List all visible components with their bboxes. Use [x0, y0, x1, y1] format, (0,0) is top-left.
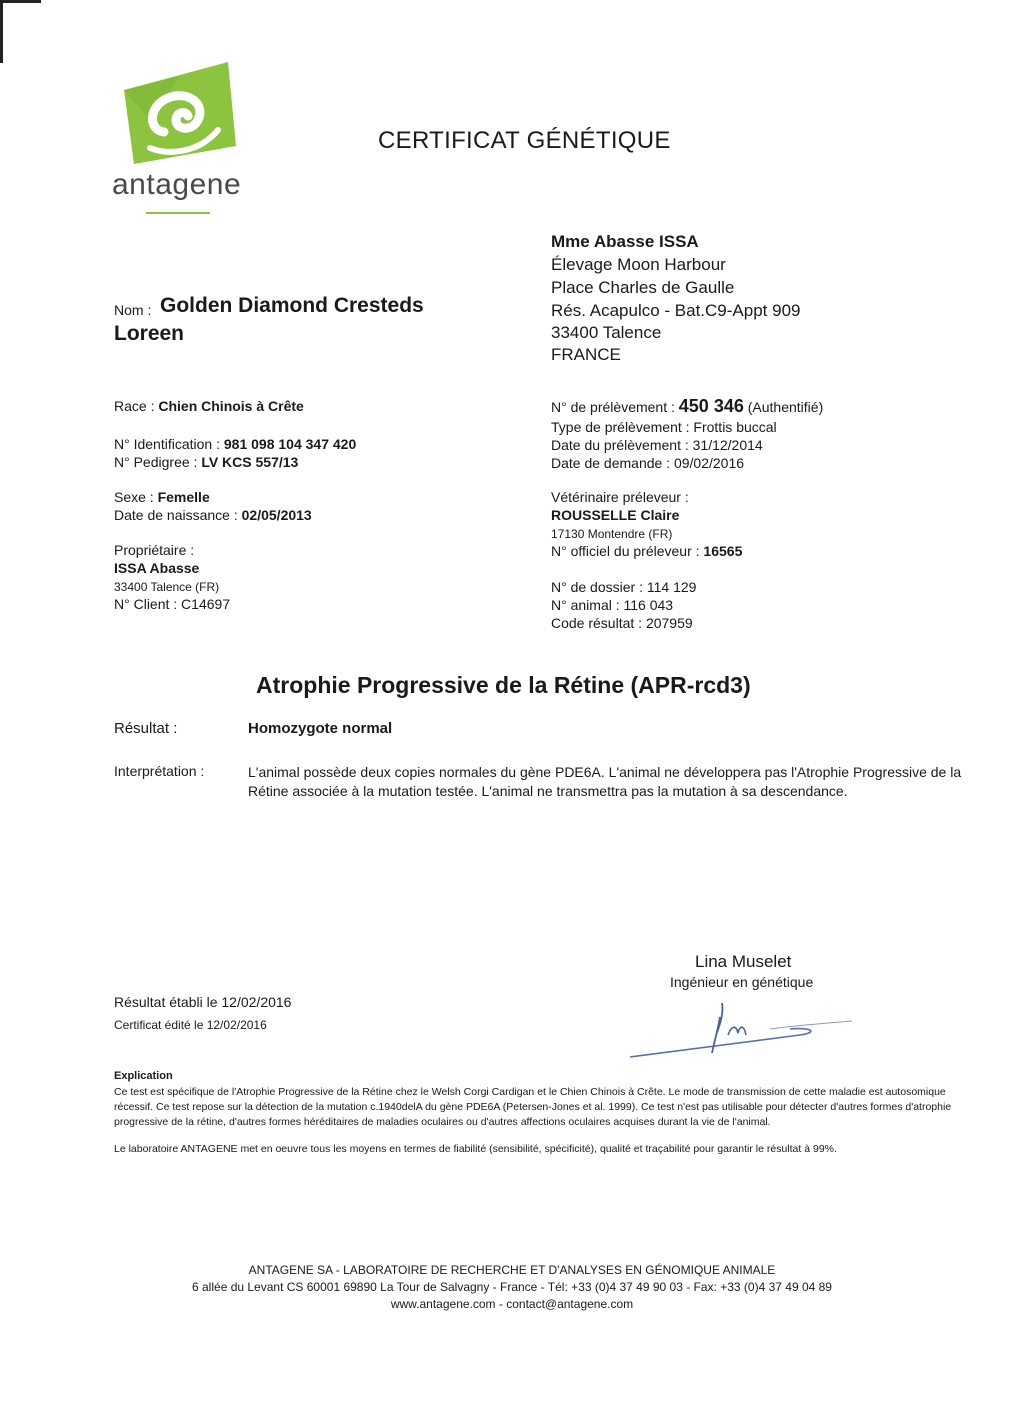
footer [112, 1262, 912, 1313]
test-title: Atrophie Progressive de la Rétine (APR-rcd3) [256, 672, 751, 698]
identification-value: 981 098 104 347 420 [223, 436, 357, 452]
dossier-number: N° de dossier : 114 129 [551, 579, 697, 595]
sample-date: Date du prélèvement : 31/12/2014 [551, 437, 763, 453]
naissance-row [114, 507, 312, 523]
certificate-edited-date: Certificat édité le 12/02/2016 [114, 1018, 267, 1032]
sample-type: Type de prélèvement : Frottis buccal [551, 419, 777, 435]
owner-label: Propriétaire : [114, 542, 195, 558]
sexe-value: Femelle [157, 489, 210, 505]
logo-wordmark: antagene [112, 168, 242, 201]
antagene-logo [112, 60, 252, 220]
animal-name-line1: Golden Diamond Cresteds [160, 294, 424, 317]
interpretation-label: Interprétation : [114, 763, 205, 779]
signatory-role: Ingénieur en génétique [670, 974, 814, 990]
vet-label: Vétérinaire préleveur : [551, 489, 689, 505]
explanation-title: Explication [114, 1070, 173, 1082]
owner-name: ISSA Abasse [114, 560, 200, 576]
owner-client: N° Client : C14697 [114, 596, 231, 612]
request-date: Date de demande : 09/02/2016 [551, 455, 745, 471]
scan-corner-mark [0, 0, 41, 63]
pedigree-label: N° Pedigree : [114, 454, 198, 470]
result-code: Code résultat : 207959 [551, 615, 693, 631]
result-value: Homozygote normal [248, 720, 393, 737]
vet-city: 17130 Montendre (FR) [551, 527, 673, 541]
naissance-label: Date de naissance : [114, 507, 238, 523]
interpretation-text: L'animal possède deux copies normales du gène PDE6A. L'animal ne développera pas l'Atrophie Progressive de la Rétine associée à la mutation testée. L'animal ne transmettra pas la mutation à sa descendance. [248, 764, 962, 799]
vet-number-label: N° officiel du préleveur : [551, 543, 700, 559]
identification-label: N° Identification : [114, 436, 220, 452]
animal-number: N° animal : 116 043 [551, 597, 674, 613]
vet-number-value: 16565 [703, 543, 743, 559]
owner-city: 33400 Talence (FR) [114, 580, 220, 594]
recipient-line1: Élevage Moon Harbour [551, 255, 726, 274]
result-established-date: Résultat établi le 12/02/2016 [114, 994, 292, 1010]
prelevement-value: 450 346 [678, 396, 744, 416]
naissance-value: 02/05/2013 [241, 507, 312, 523]
handwritten-signature [620, 995, 860, 1065]
recipient-line4: 33400 Talence [551, 323, 662, 342]
explanation-text: Ce test est spécifique de l'Atrophie Progressive de la Rétine chez le Welsh Corgi Cardigan et le Chien Chinois à Crête. Le mode de transmission de cette maladie est autosomique récessif. Ce test repose sur la détection de la mutation c.1940delA du gène PDE6A (Petersen-Jones et al. 1999). Ce test n'est pas utilisable pour détecter d'autres formes d'atrophie progressive de la rétine, d'autres formes héréditaires de maladies oculaires ou d'autres affections oculaires acquises durant la vie de l'animal. [114, 1086, 952, 1128]
sexe-row [114, 489, 210, 505]
race-label: Race : [114, 398, 155, 414]
lab-reliability-text: Le laboratoire ANTAGENE met en oeuvre tous les moyens en termes de fiabilité (sensibilité, spécificité), qualité et traçabilité pour garantir le résultat à 99%. [114, 1143, 837, 1155]
footer-website[interactable]: www.antagene.com - contact@antagene.com [390, 1297, 634, 1311]
logo-underline [146, 212, 210, 214]
recipient-name: Mme Abasse ISSA [551, 232, 699, 251]
sexe-label: Sexe : [114, 489, 154, 505]
signatory-name: Lina Muselet [695, 952, 792, 971]
recipient-line5: FRANCE [551, 345, 621, 364]
name-label: Nom : [114, 302, 152, 318]
certificate-title: CERTIFICAT GÉNÉTIQUE [378, 127, 671, 154]
identification-row [114, 436, 356, 452]
prelevement-row [551, 396, 823, 417]
animal-name-line2: Loreen [114, 322, 185, 345]
vet-name: ROUSSELLE Claire [551, 507, 680, 523]
antagene-logo-icon [120, 60, 240, 170]
prelevement-note: (Authentifié) [747, 399, 824, 415]
race-row [114, 398, 304, 414]
pedigree-row [114, 454, 298, 470]
vet-number-row [551, 543, 742, 559]
result-label: Résultat : [114, 720, 178, 737]
recipient-line3: Rés. Acapulco - Bat.C9-Appt 909 [551, 301, 801, 320]
race-value: Chien Chinois à Crête [158, 398, 304, 414]
footer-address: 6 allée du Levant CS 60001 69890 La Tour de Salvagny - France - Tél: +33 (0)4 37 49 90 03 - Fax: +33 (0)4 37 49 04 89 [192, 1280, 832, 1294]
recipient-line2: Place Charles de Gaulle [551, 278, 735, 297]
footer-company: ANTAGENE SA - LABORATOIRE DE RECHERCHE ET D'ANALYSES EN GÉNOMIQUE ANIMALE [248, 1263, 776, 1277]
pedigree-value: LV KCS 557/13 [201, 454, 299, 470]
prelevement-label: N° de prélèvement : [551, 399, 675, 415]
